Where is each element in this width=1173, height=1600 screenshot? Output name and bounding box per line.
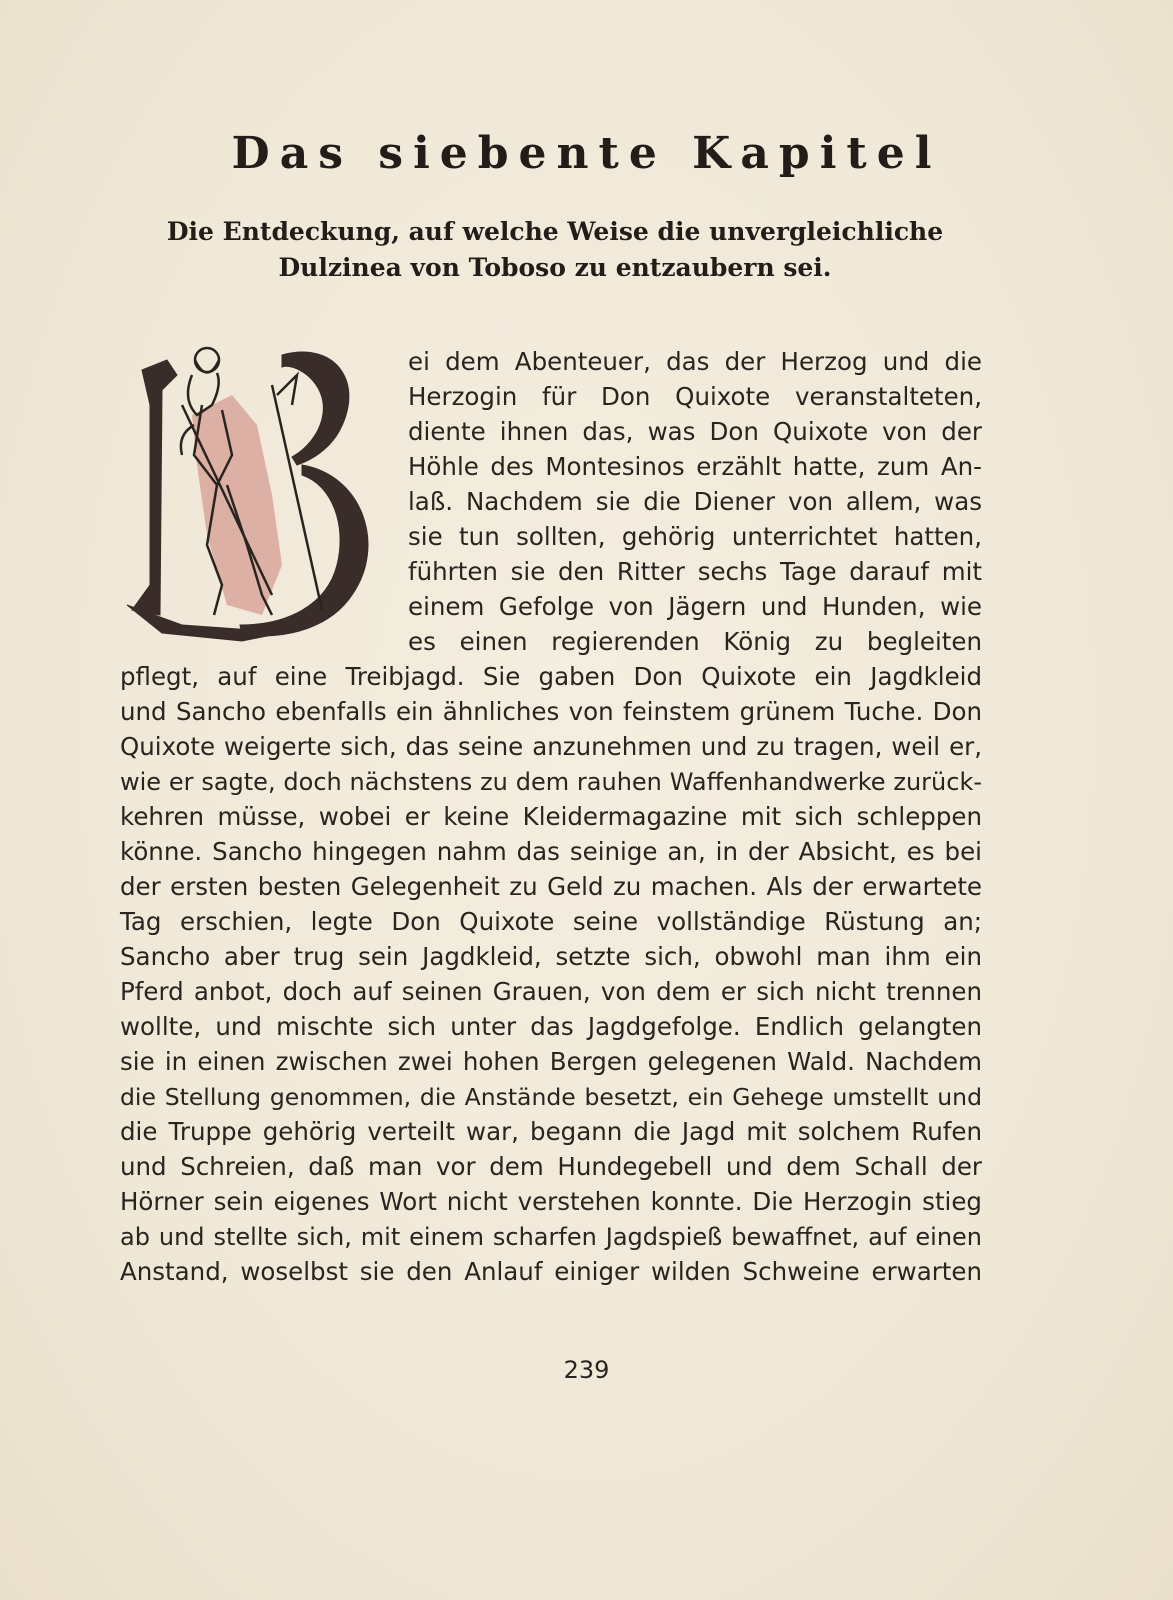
body-line: und Sancho ebenfalls ein ähnliches von feinstem grünem Tuche. Don — [120, 697, 982, 726]
body-line: Sancho aber trug sein Jagdkleid, setzte sich, obwohl man ihm ein — [120, 942, 982, 971]
body-line: könne. Sancho hingegen nahm das seinige an, in der Absicht, es bei — [120, 837, 982, 866]
chapter-subtitle: Die Entdeckung, auf welche Weise die unvergleichliche Dulzinea von Toboso zu entzaubern sei. — [166, 217, 944, 282]
body-line: laß. Nachdem sie die Diener von allem, was — [408, 487, 982, 516]
body-line: wollte, und mischte sich unter das Jagdgefolge. Endlich gelangten — [120, 1012, 982, 1041]
body-line: kehren müsse, wobei er keine Kleidermagazine mit sich schleppen — [120, 802, 982, 831]
body-line: die Stellung genommen, die Anstände besetzt, ein Gehege umstellt und — [120, 1083, 982, 1111]
body-line: ei dem Abenteuer, das der Herzog und die — [408, 347, 982, 376]
body-line: einem Gefolge von Jägern und Hunden, wie — [408, 592, 982, 621]
body-line: ab und stellte sich, mit einem scharfen Jagdspieß bewaffnet, auf einen — [120, 1223, 982, 1251]
body-line: Hörner sein eigenes Wort nicht verstehen konnte. Die Herzogin stieg — [120, 1187, 982, 1216]
body-line: Pferd anbot, doch auf seinen Grauen, von dem er sich nicht trennen — [120, 977, 982, 1006]
body-line: führten sie den Ritter sechs Tage darauf mit — [408, 557, 982, 586]
body-line: Tag erschien, legte Don Quixote seine vollständige Rüstung an; — [120, 907, 982, 936]
body-line: wie er sagte, doch nächstens zu dem rauhen Waffenhandwerke zurück- — [120, 768, 982, 796]
body-line: die Truppe gehörig verteilt war, begann die Jagd mit solchem Rufen — [120, 1117, 982, 1146]
body-line: Anstand, woselbst sie den Anlauf einiger wilden Schweine erwarten — [120, 1257, 982, 1286]
body-line: Höhle des Montesinos erzählt hatte, zum An- — [408, 452, 982, 481]
body-line: sie tun sollten, gehörig unterrichtet hatten, — [408, 522, 982, 551]
body-line: es einen regierenden König zu begleiten — [408, 627, 982, 656]
page-number: 239 — [563, 1356, 610, 1384]
body-line: Herzogin für Don Quixote veranstalteten, — [408, 382, 982, 411]
body-line: pflegt, auf eine Treibjagd. Sie gaben Don Quixote ein Jagdkleid — [120, 662, 982, 691]
body-line: Quixote weigerte sich, das seine anzunehmen und zu tragen, weil er, — [120, 732, 982, 761]
body-line: diente ihnen das, was Don Quixote von der — [408, 417, 982, 446]
chapter-title: Das siebente Kapitel — [231, 128, 942, 179]
body-line: sie in einen zwischen zwei hohen Bergen gelegenen Wald. Nachdem — [120, 1047, 982, 1076]
body-line: der ersten besten Gelegenheit zu Geld zu machen. Als der erwartete — [120, 872, 982, 901]
body-line: und Schreien, daß man vor dem Hundegebell und dem Schall der — [120, 1152, 982, 1181]
